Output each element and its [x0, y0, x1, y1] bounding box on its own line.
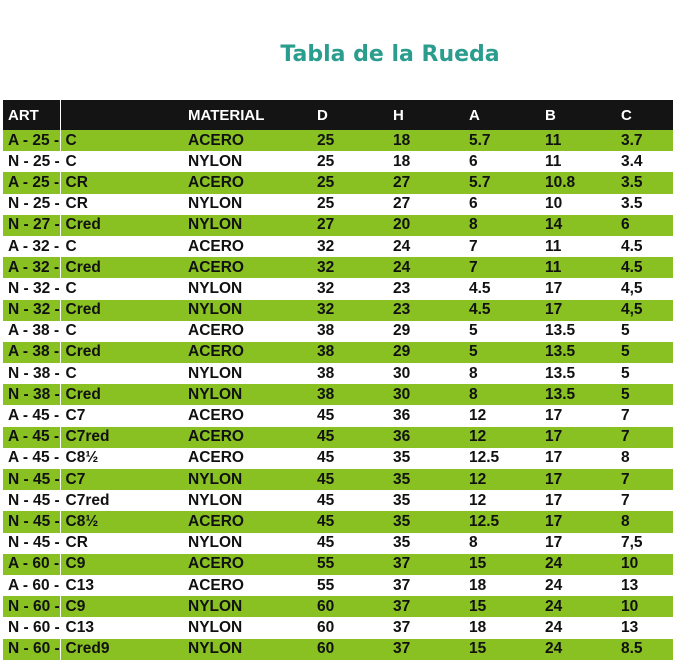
cell-art-prefix: N - 45 - [3, 511, 60, 532]
header-art-spacer [60, 100, 183, 130]
cell-a: 12 [464, 490, 540, 511]
cell-b: 13.5 [540, 321, 616, 342]
cell-material: NYLON [183, 533, 312, 554]
table-row [3, 490, 673, 511]
header-b: B [540, 100, 616, 130]
cell-d: 45 [312, 427, 388, 448]
table-row [3, 278, 673, 299]
cell-art-prefix: A - 38 - [3, 321, 60, 342]
cell-b: 13.5 [540, 384, 616, 405]
header-d: D [312, 100, 388, 130]
cell-art-suffix: CR [60, 533, 183, 554]
cell-d: 45 [312, 490, 388, 511]
cell-art-prefix: A - 38 - [3, 342, 60, 363]
cell-h: 18 [388, 130, 464, 151]
cell-material: ACERO [183, 172, 312, 193]
cell-h: 24 [388, 236, 464, 257]
table-row [3, 215, 673, 236]
cell-art-prefix: N - 25 - [3, 194, 60, 215]
cell-art-suffix: Cred [60, 342, 183, 363]
cell-a: 4.5 [464, 278, 540, 299]
cell-art-suffix: C [60, 236, 183, 257]
cell-h: 35 [388, 448, 464, 469]
cell-material: ACERO [183, 342, 312, 363]
cell-material: NYLON [183, 596, 312, 617]
table-row [3, 130, 673, 151]
header-a: A [464, 100, 540, 130]
cell-d: 45 [312, 448, 388, 469]
cell-b: 24 [540, 617, 616, 638]
cell-b: 13.5 [540, 363, 616, 384]
cell-c: 4.5 [616, 257, 673, 278]
cell-art-prefix: A - 32 - [3, 257, 60, 278]
cell-material: NYLON [183, 363, 312, 384]
cell-art-suffix: CR [60, 194, 183, 215]
cell-a: 8 [464, 363, 540, 384]
cell-a: 4.5 [464, 300, 540, 321]
cell-art-prefix: A - 45 - [3, 427, 60, 448]
cell-a: 18 [464, 617, 540, 638]
cell-material: ACERO [183, 321, 312, 342]
table-row [3, 575, 673, 596]
cell-b: 17 [540, 469, 616, 490]
cell-material: ACERO [183, 236, 312, 257]
cell-d: 25 [312, 194, 388, 215]
table-row [3, 427, 673, 448]
cell-h: 24 [388, 257, 464, 278]
cell-b: 17 [540, 448, 616, 469]
cell-material: NYLON [183, 300, 312, 321]
cell-d: 60 [312, 596, 388, 617]
cell-h: 27 [388, 194, 464, 215]
cell-b: 11 [540, 257, 616, 278]
cell-material: ACERO [183, 257, 312, 278]
cell-art-suffix: C9 [60, 554, 183, 575]
table-row [3, 384, 673, 405]
cell-art-prefix: N - 45 - [3, 490, 60, 511]
cell-d: 25 [312, 130, 388, 151]
table-row [3, 617, 673, 638]
cell-art-suffix: Cred9 [60, 639, 183, 660]
cell-c: 4,5 [616, 300, 673, 321]
cell-b: 17 [540, 533, 616, 554]
cell-h: 35 [388, 490, 464, 511]
cell-material: NYLON [183, 617, 312, 638]
cell-h: 29 [388, 342, 464, 363]
table-row [3, 194, 673, 215]
cell-art-suffix: Cred [60, 384, 183, 405]
cell-b: 10 [540, 194, 616, 215]
cell-d: 32 [312, 300, 388, 321]
cell-art-suffix: C8½ [60, 448, 183, 469]
cell-b: 17 [540, 511, 616, 532]
cell-d: 45 [312, 469, 388, 490]
cell-b: 11 [540, 151, 616, 172]
cell-material: ACERO [183, 511, 312, 532]
cell-d: 60 [312, 639, 388, 660]
cell-art-prefix: A - 45 - [3, 448, 60, 469]
cell-art-prefix: A - 32 - [3, 236, 60, 257]
page-title: Tabla de la Rueda [280, 42, 500, 67]
cell-a: 12.5 [464, 448, 540, 469]
cell-art-suffix: C13 [60, 575, 183, 596]
cell-material: ACERO [183, 405, 312, 426]
cell-art-suffix: Cred [60, 215, 183, 236]
cell-d: 38 [312, 384, 388, 405]
cell-a: 8 [464, 215, 540, 236]
cell-a: 5 [464, 342, 540, 363]
table-row [3, 405, 673, 426]
cell-b: 24 [540, 575, 616, 596]
cell-art-prefix: N - 60 - [3, 639, 60, 660]
cell-a: 15 [464, 639, 540, 660]
cell-art-prefix: N - 60 - [3, 596, 60, 617]
cell-art-suffix: C [60, 278, 183, 299]
cell-c: 10 [616, 596, 673, 617]
cell-h: 36 [388, 427, 464, 448]
cell-a: 12 [464, 469, 540, 490]
cell-b: 13.5 [540, 342, 616, 363]
cell-a: 7 [464, 257, 540, 278]
cell-h: 23 [388, 300, 464, 321]
cell-c: 7 [616, 405, 673, 426]
cell-h: 37 [388, 596, 464, 617]
cell-material: NYLON [183, 278, 312, 299]
cell-a: 15 [464, 554, 540, 575]
cell-c: 5 [616, 384, 673, 405]
cell-c: 8.5 [616, 639, 673, 660]
cell-a: 15 [464, 596, 540, 617]
header-art: ART [3, 100, 60, 130]
table-row [3, 151, 673, 172]
cell-h: 37 [388, 554, 464, 575]
cell-h: 35 [388, 533, 464, 554]
cell-a: 7 [464, 236, 540, 257]
cell-c: 13 [616, 575, 673, 596]
cell-b: 17 [540, 427, 616, 448]
table-row [3, 236, 673, 257]
cell-h: 30 [388, 384, 464, 405]
cell-material: ACERO [183, 448, 312, 469]
cell-c: 3.7 [616, 130, 673, 151]
cell-h: 23 [388, 278, 464, 299]
cell-art-suffix: C7red [60, 490, 183, 511]
cell-d: 25 [312, 172, 388, 193]
cell-b: 14 [540, 215, 616, 236]
cell-art-prefix: A - 25 - [3, 172, 60, 193]
cell-c: 10 [616, 554, 673, 575]
cell-art-suffix: CR [60, 172, 183, 193]
table-row [3, 363, 673, 384]
cell-a: 5 [464, 321, 540, 342]
cell-b: 24 [540, 639, 616, 660]
cell-a: 12.5 [464, 511, 540, 532]
cell-a: 6 [464, 194, 540, 215]
cell-art-prefix: A - 60 - [3, 575, 60, 596]
cell-b: 17 [540, 278, 616, 299]
cell-c: 7,5 [616, 533, 673, 554]
cell-a: 18 [464, 575, 540, 596]
cell-h: 30 [388, 363, 464, 384]
cell-c: 7 [616, 469, 673, 490]
cell-b: 17 [540, 300, 616, 321]
cell-a: 8 [464, 533, 540, 554]
header-c: C [616, 100, 673, 130]
cell-c: 3.5 [616, 172, 673, 193]
table-row [3, 342, 673, 363]
cell-h: 35 [388, 511, 464, 532]
cell-h: 29 [388, 321, 464, 342]
cell-d: 60 [312, 617, 388, 638]
cell-b: 17 [540, 405, 616, 426]
table-row [3, 596, 673, 617]
cell-art-prefix: N - 38 - [3, 384, 60, 405]
cell-d: 55 [312, 554, 388, 575]
cell-d: 38 [312, 363, 388, 384]
cell-d: 27 [312, 215, 388, 236]
cell-a: 12 [464, 427, 540, 448]
cell-c: 5 [616, 363, 673, 384]
cell-material: NYLON [183, 384, 312, 405]
cell-art-suffix: C [60, 321, 183, 342]
cell-b: 17 [540, 490, 616, 511]
cell-h: 37 [388, 617, 464, 638]
cell-art-prefix: A - 45 - [3, 405, 60, 426]
table-row [3, 533, 673, 554]
cell-art-prefix: A - 25 - [3, 130, 60, 151]
cell-c: 4.5 [616, 236, 673, 257]
cell-art-suffix: C [60, 130, 183, 151]
cell-b: 24 [540, 596, 616, 617]
cell-h: 37 [388, 639, 464, 660]
cell-material: NYLON [183, 490, 312, 511]
cell-material: ACERO [183, 575, 312, 596]
cell-art-prefix: N - 25 - [3, 151, 60, 172]
cell-material: NYLON [183, 215, 312, 236]
cell-art-prefix: N - 27 - [3, 215, 60, 236]
header-h: H [388, 100, 464, 130]
cell-material: NYLON [183, 639, 312, 660]
cell-c: 8 [616, 511, 673, 532]
cell-c: 5 [616, 342, 673, 363]
cell-art-suffix: C [60, 363, 183, 384]
cell-b: 24 [540, 554, 616, 575]
cell-c: 3.5 [616, 194, 673, 215]
cell-d: 45 [312, 511, 388, 532]
cell-art-suffix: Cred [60, 300, 183, 321]
cell-h: 20 [388, 215, 464, 236]
cell-h: 27 [388, 172, 464, 193]
cell-a: 5.7 [464, 172, 540, 193]
cell-h: 37 [388, 575, 464, 596]
cell-b: 10.8 [540, 172, 616, 193]
cell-a: 12 [464, 405, 540, 426]
cell-art-suffix: C7red [60, 427, 183, 448]
cell-art-suffix: C7 [60, 405, 183, 426]
cell-material: NYLON [183, 194, 312, 215]
cell-material: ACERO [183, 130, 312, 151]
cell-art-suffix: C8½ [60, 511, 183, 532]
cell-a: 6 [464, 151, 540, 172]
cell-material: NYLON [183, 469, 312, 490]
cell-d: 45 [312, 405, 388, 426]
cell-material: ACERO [183, 554, 312, 575]
cell-d: 32 [312, 236, 388, 257]
cell-c: 3.4 [616, 151, 673, 172]
cell-c: 8 [616, 448, 673, 469]
table-row [3, 511, 673, 532]
cell-d: 55 [312, 575, 388, 596]
cell-b: 11 [540, 236, 616, 257]
table-row [3, 554, 673, 575]
cell-a: 8 [464, 384, 540, 405]
cell-a: 5.7 [464, 130, 540, 151]
cell-d: 32 [312, 257, 388, 278]
table-row [3, 469, 673, 490]
cell-d: 45 [312, 533, 388, 554]
cell-art-suffix: C [60, 151, 183, 172]
cell-art-prefix: N - 45 - [3, 533, 60, 554]
cell-d: 25 [312, 151, 388, 172]
table-row [3, 321, 673, 342]
cell-material: ACERO [183, 427, 312, 448]
wheel-table [3, 100, 673, 660]
cell-c: 7 [616, 490, 673, 511]
cell-d: 38 [312, 342, 388, 363]
table-header-row [3, 100, 673, 130]
table-row [3, 639, 673, 660]
cell-d: 32 [312, 278, 388, 299]
cell-art-prefix: N - 38 - [3, 363, 60, 384]
cell-c: 13 [616, 617, 673, 638]
cell-art-prefix: N - 32 - [3, 278, 60, 299]
cell-art-prefix: N - 60 - [3, 617, 60, 638]
cell-h: 35 [388, 469, 464, 490]
cell-art-prefix: N - 45 - [3, 469, 60, 490]
cell-art-prefix: N - 32 - [3, 300, 60, 321]
cell-art-suffix: Cred [60, 257, 183, 278]
table-row [3, 448, 673, 469]
cell-b: 11 [540, 130, 616, 151]
cell-c: 7 [616, 427, 673, 448]
table-row [3, 300, 673, 321]
cell-h: 36 [388, 405, 464, 426]
cell-art-prefix: A - 60 - [3, 554, 60, 575]
cell-c: 4,5 [616, 278, 673, 299]
cell-art-suffix: C9 [60, 596, 183, 617]
cell-d: 38 [312, 321, 388, 342]
table-row [3, 257, 673, 278]
cell-h: 18 [388, 151, 464, 172]
header-material: MATERIAL [183, 100, 312, 130]
table-row [3, 172, 673, 193]
cell-c: 5 [616, 321, 673, 342]
cell-material: NYLON [183, 151, 312, 172]
cell-art-suffix: C7 [60, 469, 183, 490]
cell-c: 6 [616, 215, 673, 236]
cell-art-suffix: C13 [60, 617, 183, 638]
